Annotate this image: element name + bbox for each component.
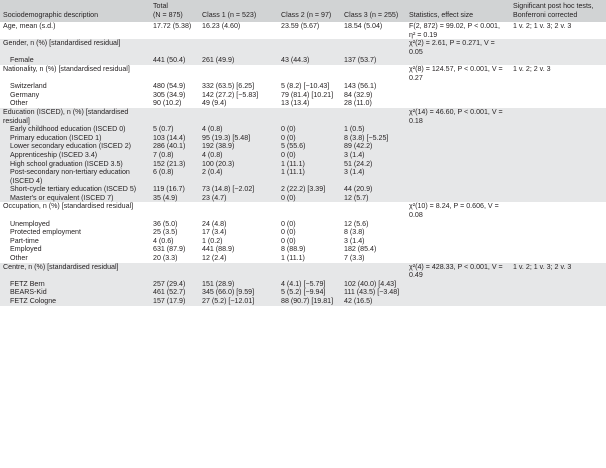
cell-stats [406,160,510,169]
row-label: Nationality, n (%) [standardised residual] [3,64,130,73]
cell-class1: 441 (88.9) [202,245,235,254]
header-posthoc [510,0,606,22]
cell-posthoc [510,237,606,246]
cell-stats [406,82,510,91]
cell-class1: 17 (3.4) [202,228,227,237]
cell-class2: 1 (11.1) [281,159,305,168]
table-row [0,288,606,297]
cell-total: 4 (0.6) [153,236,174,245]
cell-total: 152 (21.3) [153,159,186,168]
cell-stats [406,99,510,108]
cell-total: 441 (50.4) [153,56,186,65]
cell-class2 [278,65,341,82]
cell-class1 [199,65,278,82]
cell-class1: 73 (14.8) [−2.02] [202,185,255,194]
cell-class2: 8 (88.9) [281,245,306,254]
cell-stats: χ²(2) = 2.61, P = 0.271, V = 0.05 [409,39,495,56]
table-row [0,82,606,91]
cell-posthoc [510,134,606,143]
cell-total [150,65,199,82]
cell-posthoc [510,56,606,65]
cell-posthoc [510,228,606,237]
table-row [0,142,606,151]
cell-class2: 0 (0) [281,236,296,245]
cell-class2: 2 (22.2) [3.39] [281,185,326,194]
table-row [0,99,606,108]
cell-class1: 1 (0.2) [202,236,223,245]
cell-class3 [341,263,406,280]
cell-class3: 89 (42.2) [344,142,373,151]
cell-class3 [341,202,406,219]
cell-posthoc [510,220,606,229]
cell-total: 257 (29.4) [153,279,186,288]
header-total-n: (N = 875) [153,11,183,19]
table-row [0,185,606,194]
cell-stats [406,245,510,254]
cell-stats [406,228,510,237]
cell-total: 7 (0.8) [153,150,174,159]
cell-posthoc [510,202,606,219]
table-row [0,56,606,65]
cell-class3 [341,65,406,82]
cell-class1: 12 (2.4) [202,254,227,263]
cell-stats [406,220,510,229]
table-row [0,254,606,263]
cell-class2: 88 (90.7) [19.81] [281,297,334,305]
cell-class2 [278,263,341,280]
cell-total [150,202,199,219]
header-class3: Class 3 (n = 255) [344,11,399,19]
header-description: Sociodemographic description [3,11,99,19]
cell-posthoc [510,125,606,134]
cell-class3 [341,39,406,56]
cell-class3: 3 (1.4) [344,150,365,159]
cell-posthoc [510,185,606,194]
row-label: Part-time [10,236,39,245]
cell-class3: 8 (3.8) [−5.25] [344,133,389,142]
cell-total [150,39,199,56]
cell-stats [406,91,510,100]
cell-class3: 84 (32.9) [344,90,373,99]
row-label: Post-secondary non-tertiary education (ISCED 4) [10,168,130,185]
row-label: High school graduation (ISCED 3.5) [10,159,123,168]
cell-stats [406,151,510,160]
table-body [0,22,606,306]
cell-posthoc [510,99,606,108]
cell-class1 [199,263,278,280]
cell-total: 36 (5.0) [153,219,178,228]
cell-class1 [199,39,278,56]
cell-total: 286 (40.1) [153,142,186,151]
table-row [0,125,606,134]
cell-total: 5 (0.7) [153,125,174,134]
table-row [0,194,606,203]
cell-stats: F(2, 872) = 99.02, P < 0.001, η² = 0.19 [409,22,500,39]
cell-posthoc [510,168,606,185]
cell-class1: 192 (38.9) [202,142,235,151]
table-row [0,202,606,219]
cell-stats [406,280,510,289]
row-label: Early childhood education (ISCED 0) [10,125,126,134]
cell-total [150,108,199,125]
table-row [0,245,606,254]
cell-stats [406,297,510,306]
cell-class1: 332 (63.5) [6.25] [202,82,255,91]
cell-posthoc [510,297,606,306]
table-row [0,22,606,39]
row-label: Centre, n (%) [standardised residual] [3,262,119,271]
cell-class2: 0 (0) [281,150,296,159]
cell-class2: 0 (0) [281,193,296,202]
cell-posthoc [510,151,606,160]
cell-posthoc [510,194,606,203]
cell-class1: 142 (27.2) [−5.83] [202,90,259,99]
cell-class3: 42 (16.5) [344,297,373,305]
cell-stats: χ²(8) = 124.57, P < 0.001, V = 0.27 [409,64,503,82]
cell-class2: 0 (0) [281,228,296,237]
cell-stats: χ²(14) = 46.60, P < 0.001, V = 0.18 [409,107,503,125]
cell-total: 90 (10.2) [153,99,182,108]
cell-class2: 0 (0) [281,219,296,228]
header-class1: Class 1 (n = 523) [202,11,257,19]
header-stats: Statistics, effect size [409,11,474,19]
table-row [0,297,606,306]
header-posthoc-line1: Significant post hoc tests, [513,2,594,10]
cell-class2: 79 (81.4) [10.21] [281,90,334,99]
cell-posthoc [510,245,606,254]
cell-total: 25 (3.5) [153,228,178,237]
cell-total: 17.72 (5.38) [153,22,192,30]
cell-class2: 23.59 (5.67) [281,22,320,30]
header-posthoc-line2: Bonferroni corrected [513,11,578,19]
row-label: Short-cycle tertiary education (ISCED 5) [10,185,137,194]
cell-stats: χ²(4) = 428.33, P < 0.001, V = 0.49 [409,262,503,280]
cell-total: 305 (34.9) [153,90,186,99]
row-label: Female [10,56,34,65]
cell-class1: 23 (4.7) [202,193,227,202]
row-label: Primary education (ISCED 1) [10,133,102,142]
cell-posthoc: 1 v. 2; 1 v. 3; 2 v. 3 [513,22,572,30]
table-row [0,91,606,100]
cell-class3: 3 (1.4) [344,168,365,177]
row-label: Germany [10,90,40,99]
cell-class2: 4 (4.1) [−5.79] [281,279,326,288]
cell-class3: 12 (5.7) [344,193,369,202]
cell-posthoc [510,108,606,125]
cell-stats [406,142,510,151]
cell-class3: 8 (3.8) [344,228,365,237]
cell-class2 [278,202,341,219]
row-label: Apprenticeship (ISCED 3.4) [10,150,98,159]
cell-stats: χ²(10) = 8.24, P = 0.606, V = 0.08 [409,202,499,220]
table-row [0,39,606,56]
cell-posthoc [510,288,606,297]
cell-class2: 13 (13.4) [281,99,310,108]
cell-class2: 1 (11.1) [281,254,305,263]
cell-class2: 0 (0) [281,133,296,142]
row-label: Age, mean (s.d.) [3,22,56,30]
row-label: Unemployed [10,219,50,228]
header-total-label: Total [153,2,168,10]
cell-posthoc [510,142,606,151]
cell-class1: 95 (19.3) [5.48] [202,133,251,142]
table-row [0,237,606,246]
row-label: Education (ISCED), n (%) [standardised residual] [3,107,129,125]
cell-posthoc [510,91,606,100]
cell-class1: 4 (0.8) [202,125,223,134]
cell-class1: 2 (0.4) [202,168,223,177]
table-row [0,280,606,289]
cell-class3: 3 (1.4) [344,236,365,245]
table-row [0,220,606,229]
cell-class2: 5 (55.6) [281,142,306,151]
cell-class2: 1 (11.1) [281,168,305,177]
cell-class2 [278,108,341,125]
cell-class2: 43 (44.3) [281,56,310,65]
row-label: Protected employment [10,228,81,237]
cell-class3: 28 (11.0) [344,99,372,108]
table-row [0,160,606,169]
cell-stats [406,168,510,185]
cell-class1: 151 (28.9) [202,279,235,288]
cell-class1: 4 (0.8) [202,150,223,159]
cell-total: 119 (16.7) [153,185,185,194]
cell-class1: 16.23 (4.60) [202,22,241,30]
cell-class3: 44 (20.9) [344,185,373,194]
cell-class3: 12 (5.6) [344,219,369,228]
cell-class3: 18.54 (5.04) [344,22,383,30]
cell-posthoc [510,280,606,289]
row-label: Master's or equivalent (ISCED 7) [10,193,114,202]
table-row [0,263,606,280]
cell-stats [406,288,510,297]
table-row [0,134,606,143]
cell-class1: 261 (49.9) [202,56,235,65]
cell-total: 20 (3.3) [153,254,178,263]
cell-class3: 137 (53.7) [344,56,377,65]
row-label: Other [10,99,28,108]
cell-stats [406,56,510,65]
cell-class2 [278,39,341,56]
table-row [0,65,606,82]
cell-class3: 182 (85.4) [344,245,377,254]
cell-posthoc [510,160,606,169]
cell-class1: 49 (9.4) [202,99,227,108]
cell-total: 6 (0.8) [153,168,174,177]
cell-total: 480 (54.9) [153,82,186,91]
cell-class3: 102 (40.0) [4.43] [344,279,397,288]
cell-total: 103 (14.4) [153,133,186,142]
row-label: Employed [10,245,42,254]
cell-stats [406,134,510,143]
cell-class3 [341,108,406,125]
cell-class1: 24 (4.8) [202,219,227,228]
cell-class3: 7 (3.3) [344,254,365,263]
cell-class3: 51 (24.2) [344,159,373,168]
cell-class1 [199,108,278,125]
row-label: Occupation, n (%) [standardised residual] [3,202,134,211]
cell-total: 35 (4.9) [153,193,178,202]
row-label: Lower secondary education (ISCED 2) [10,142,132,151]
cell-class3: 111 (43.5) [−3.48] [344,288,400,297]
row-label: Switzerland [10,82,47,91]
cell-class1 [199,202,278,219]
cell-posthoc [510,39,606,56]
cell-stats [406,194,510,203]
cell-class2: 5 (8.2) [−10.43] [281,82,330,91]
cell-stats [406,237,510,246]
cell-stats [406,254,510,263]
row-label: BEARS-Kid [10,288,47,297]
header-total [150,0,199,22]
cell-class1: 345 (66.0) [9.59] [202,288,255,297]
table-row [0,151,606,160]
table-header-row [0,0,606,22]
cell-class1: 100 (20.3) [202,159,235,168]
cell-class2: 5 (5.2) [−9.94] [281,288,326,297]
table-row [0,168,606,185]
cell-total: 157 (17.9) [153,297,186,305]
cell-posthoc: 1 v. 2; 1 v. 3; 2 v. 3 [513,262,572,271]
cell-total: 631 (87.9) [153,245,186,254]
cell-class3: 143 (56.1) [344,82,377,91]
cell-stats [406,185,510,194]
cell-class1: 27 (5.2) [−12.01] [202,297,255,305]
table-row [0,228,606,237]
cell-class3: 1 (0.5) [344,125,365,134]
row-label: FETZ Bern [10,279,45,288]
cell-total [150,263,199,280]
cell-posthoc [510,82,606,91]
cell-class2: 0 (0) [281,125,296,134]
cell-stats [406,125,510,134]
row-label: FETZ Cologne [10,297,57,305]
table-row [0,108,606,125]
header-class2: Class 2 (n = 97) [281,11,332,19]
cell-posthoc [510,254,606,263]
cell-posthoc: 1 v. 2; 2 v. 3 [513,64,551,73]
cell-total: 461 (52.7) [153,288,186,297]
row-label: Gender, n (%) [standardised residual] [3,39,121,48]
row-label: Other [10,254,28,263]
